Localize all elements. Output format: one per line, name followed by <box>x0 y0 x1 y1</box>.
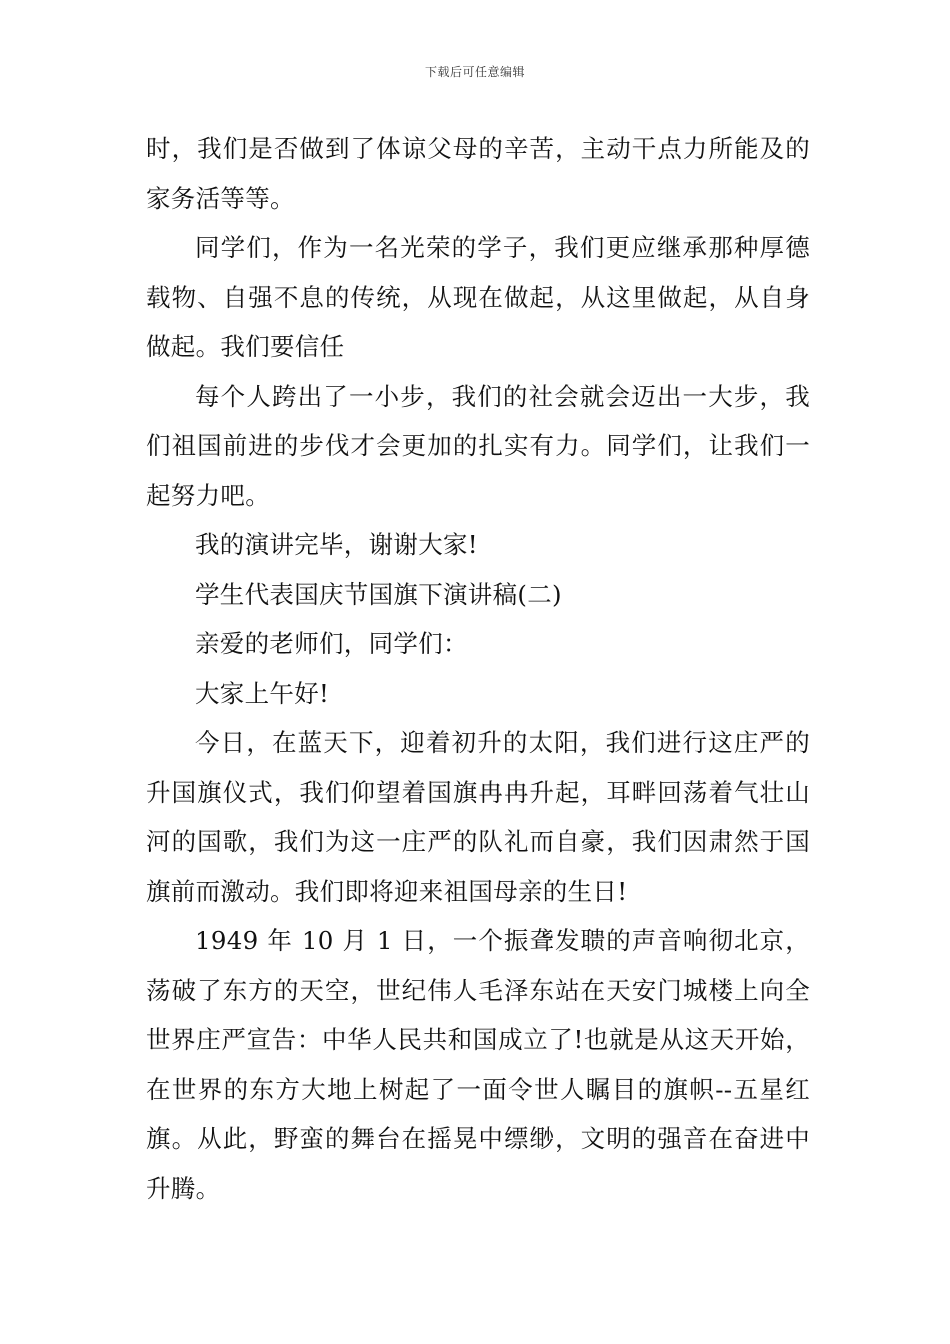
paragraph-2: 同学们，作为一名光荣的学子，我们更应继承那种厚德载物、自强不息的传统，从现在做起，从这里做起，从自身做起。我们要信任 <box>146 233 810 361</box>
document-body <box>146 124 810 1213</box>
paragraph-4: 我的演讲完毕，谢谢大家! <box>195 530 478 559</box>
paragraph-8: 今日，在蓝天下，迎着初升的太阳，我们进行这庄严的升国旗仪式，我们仰望着国旗冉冉升起，耳畔回荡着气壮山河的国歌，我们为这一庄严的队礼而自豪，我们因肃然于国旗前而激动。我们即将迎来祖国母亲的生日! <box>146 728 810 906</box>
greeting: 大家上午好! <box>195 678 330 708</box>
paragraph-1: 时，我们是否做到了体谅父母的辛苦，主动干点力所能及的家务活等等。 <box>146 134 810 213</box>
paragraph-3: 每个人跨出了一小步，我们的社会就会迈出一大步，我们祖国前进的步伐才会更加的扎实有力。同学们，让我们一起努力吧。 <box>146 381 810 510</box>
page-header: 下载后可任意编辑 <box>424 65 525 79</box>
paragraph-9: 1949 年 10 月 1 日，一个振聋发聩的声音响彻北京，荡破了东方的天空，世纪伟人毛泽东站在天安门城楼上向全世界庄严宣告：中华人民共和国成立了!也就是从这天开始，在世界的东方大地上树起了一面令世人瞩目的旗帜--五星红旗。从此，野蛮的舞台在摇晃中缥缈，文明的强音在奋进中升腾。 <box>146 926 810 1203</box>
section-title: 学生代表国庆节国旗下演讲稿(二) <box>195 579 562 609</box>
salutation: 亲爱的老师们，同学们： <box>195 629 468 658</box>
